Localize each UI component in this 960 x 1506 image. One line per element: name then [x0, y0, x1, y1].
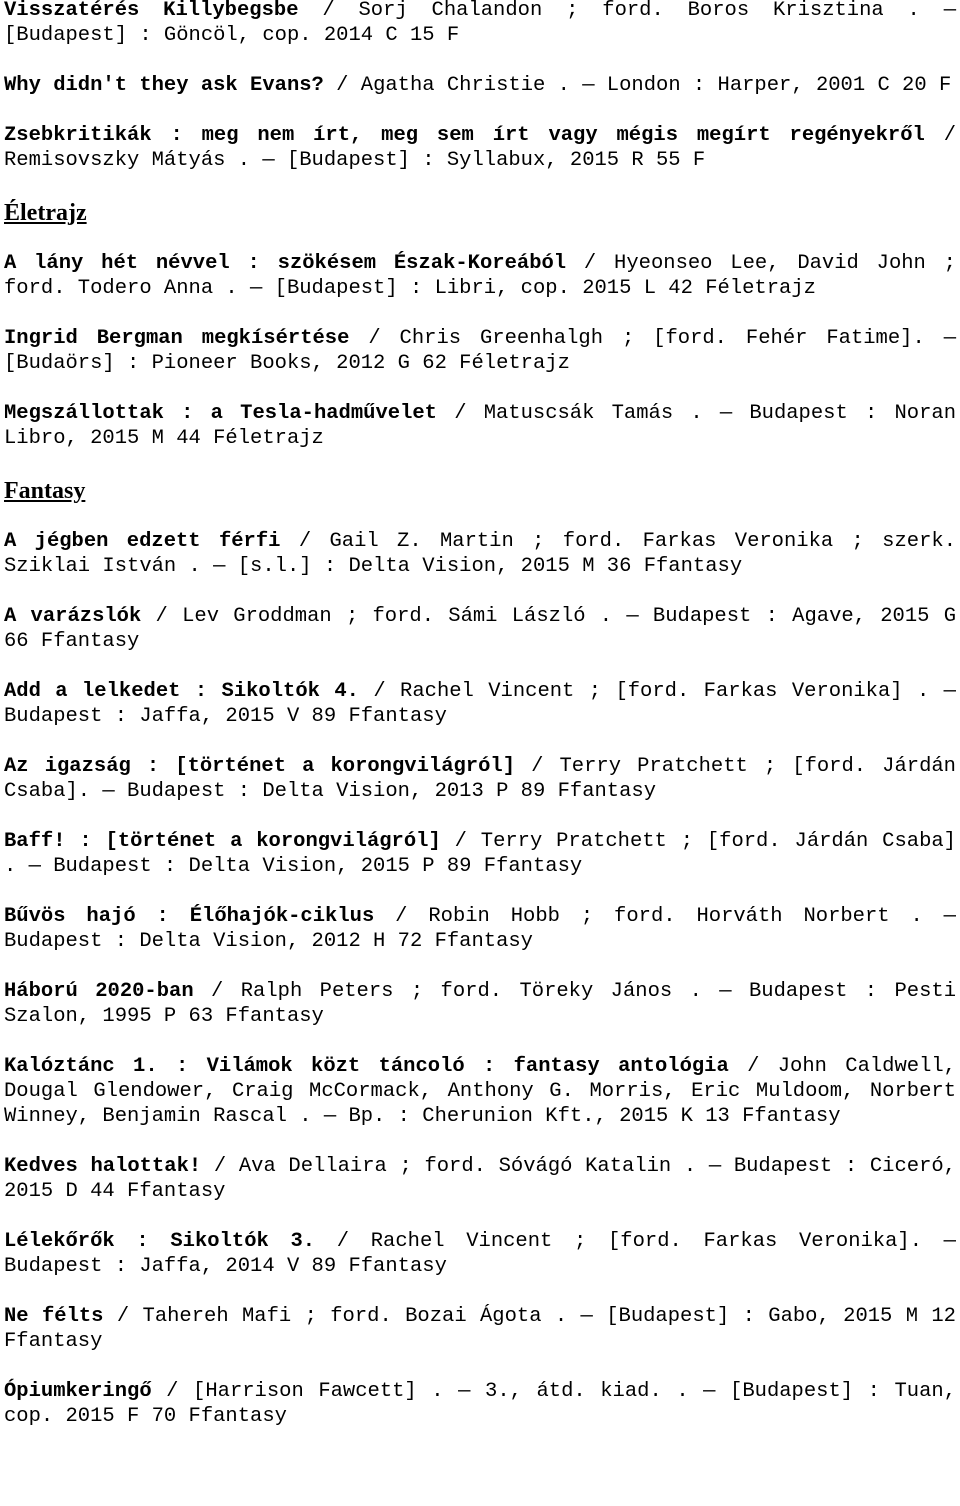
entry-title: Why didn't they ask Evans?: [4, 74, 324, 97]
catalog-entry: [4, 604, 956, 654]
catalog-entry: [4, 1229, 956, 1279]
entry-title: Megszállottak : a Tesla-hadművelet: [4, 402, 437, 425]
entry-details: / Ava Dellaira ; ford. Sóvágó Katalin . — Budapest : Ciceró, 2015 D 44 Ffantasy: [4, 1155, 956, 1203]
entry-title: A lány hét névvel : szökésem Észak-Koreából: [4, 252, 567, 275]
entry-title: Kedves halottak!: [4, 1155, 202, 1178]
entry-details: / Chris Greenhalgh ; [ford. Fehér Fatime]. — [Budaörs] : Pioneer Books, 2012 G 62 Féletrajz: [4, 327, 956, 375]
entry-details: / Hyeonseo Lee, David John ; ford. Todero Anna . — [Budapest] : Libri, cop. 2015 L 42 Féletrajz: [4, 252, 956, 300]
catalog-entry: [4, 401, 956, 451]
entry-details: / Lev Groddman ; ford. Sámi László . — Budapest : Agave, 2015 G 66 Ffantasy: [4, 605, 956, 653]
entry-title: Bűvös hajó : Élőhajók-ciklus: [4, 905, 375, 928]
catalog-entry: [4, 1379, 956, 1429]
entry-details: / Gail Z. Martin ; ford. Farkas Veronika ; szerk. Sziklai István . — [s.l.] : Delta Vision, 2015 M 36 Ffantasy: [4, 530, 956, 578]
section-heading: Fantasy: [4, 478, 86, 504]
entry-title: Ingrid Bergman megkísértése: [4, 327, 350, 350]
section-continuation: [4, 0, 956, 173]
catalog-entry: [4, 326, 956, 376]
catalog-entry: [4, 1154, 956, 1204]
catalog-entry: [4, 1304, 956, 1354]
catalog-entry: [4, 73, 956, 98]
entry-details: / Agatha Christie . — London : Harper, 2001 C 20 F: [323, 74, 952, 97]
entry-details: / Matuscsák Tamás . — Budapest : Noran Libro, 2015 M 44 Féletrajz: [4, 402, 956, 450]
section-heading: Életrajz: [4, 200, 87, 226]
entry-details: / Terry Pratchett ; [ford. Járdán Csaba]. — Budapest : Delta Vision, 2013 P 89 Ffantasy: [4, 755, 956, 803]
entry-title: Az igazság : [történet a korongvilágról]: [4, 755, 516, 778]
catalog-entry: [4, 904, 956, 954]
entry-details: / Remisovszky Mátyás . — [Budapest] : Syllabux, 2015 R 55 F: [4, 124, 956, 172]
catalog-entry: [4, 754, 956, 804]
document-page: [4, 0, 956, 1454]
entry-details: / Rachel Vincent ; [ford. Farkas Veronika] . — Budapest : Jaffa, 2015 V 89 Ffantasy: [4, 680, 956, 728]
entry-title: A varázslók: [4, 605, 142, 628]
entry-details: / Robin Hobb ; ford. Horváth Norbert . — Budapest : Delta Vision, 2012 H 72 Ffantasy: [4, 905, 956, 953]
entry-title: Visszatérés Killybegsbe: [4, 0, 299, 22]
entry-details: / John Caldwell, Dougal Glendower, Craig McCormack, Anthony G. Morris, Eric Muldoom, Norbert Winney, Benjamin Rascal . — Bp. : Cherunion Kft., 2015 K 13 Ffantasy: [4, 1055, 956, 1128]
entry-details: / Ralph Peters ; ford. Töreky János . — Budapest : Pesti Szalon, 1995 P 63 Ffantasy: [4, 980, 957, 1028]
catalog-entry: [4, 979, 956, 1029]
section-eletrajz: [4, 198, 956, 451]
entry-details: / [Harrison Fawcett] . — 3., átd. kiad. . — [Budapest] : Tuan, cop. 2015 F 70 Ffantasy: [4, 1380, 956, 1428]
catalog-entry: [4, 529, 956, 579]
entry-title: Ópiumkeringő: [4, 1380, 152, 1403]
entry-title: Kalóztánc 1. : Vilámok közt táncoló : fantasy antológia: [4, 1055, 729, 1078]
catalog-entry: [4, 251, 956, 301]
catalog-entry: [4, 829, 956, 879]
entry-title: Lélekőrők : Sikoltók 3.: [4, 1230, 316, 1253]
entry-title: Zsebkritikák : meg nem írt, meg sem írt vagy mégis megírt regényekről: [4, 124, 925, 147]
catalog-entry: [4, 0, 956, 48]
entry-details: / Sorj Chalandon ; ford. Boros Krisztina . — [Budapest] : Göncöl, cop. 2014 C 15 F: [4, 0, 956, 47]
entry-details: / Terry Pratchett ; [ford. Járdán Csaba] . — Budapest : Delta Vision, 2015 P 89 Ffantasy: [4, 830, 956, 878]
entry-details: / Tahereh Mafi ; ford. Bozai Ágota . — [Budapest] : Gabo, 2015 M 12 Ffantasy: [4, 1305, 956, 1353]
section-fantasy: [4, 476, 956, 1429]
catalog-entry: [4, 1054, 956, 1129]
entry-title: Ne félts: [4, 1305, 104, 1328]
catalog-entry: [4, 679, 956, 729]
entry-title: Háború 2020-ban: [4, 980, 194, 1003]
entry-details: / Rachel Vincent ; [ford. Farkas Veronika]. — Budapest : Jaffa, 2014 V 89 Ffantasy: [4, 1230, 956, 1278]
catalog-entry: [4, 123, 956, 173]
entry-title: Baff! : [történet a korongvilágról]: [4, 830, 441, 853]
entry-title: A jégben edzett férfi: [4, 530, 281, 553]
entry-title: Add a lelkedet : Sikoltók 4.: [4, 680, 359, 703]
